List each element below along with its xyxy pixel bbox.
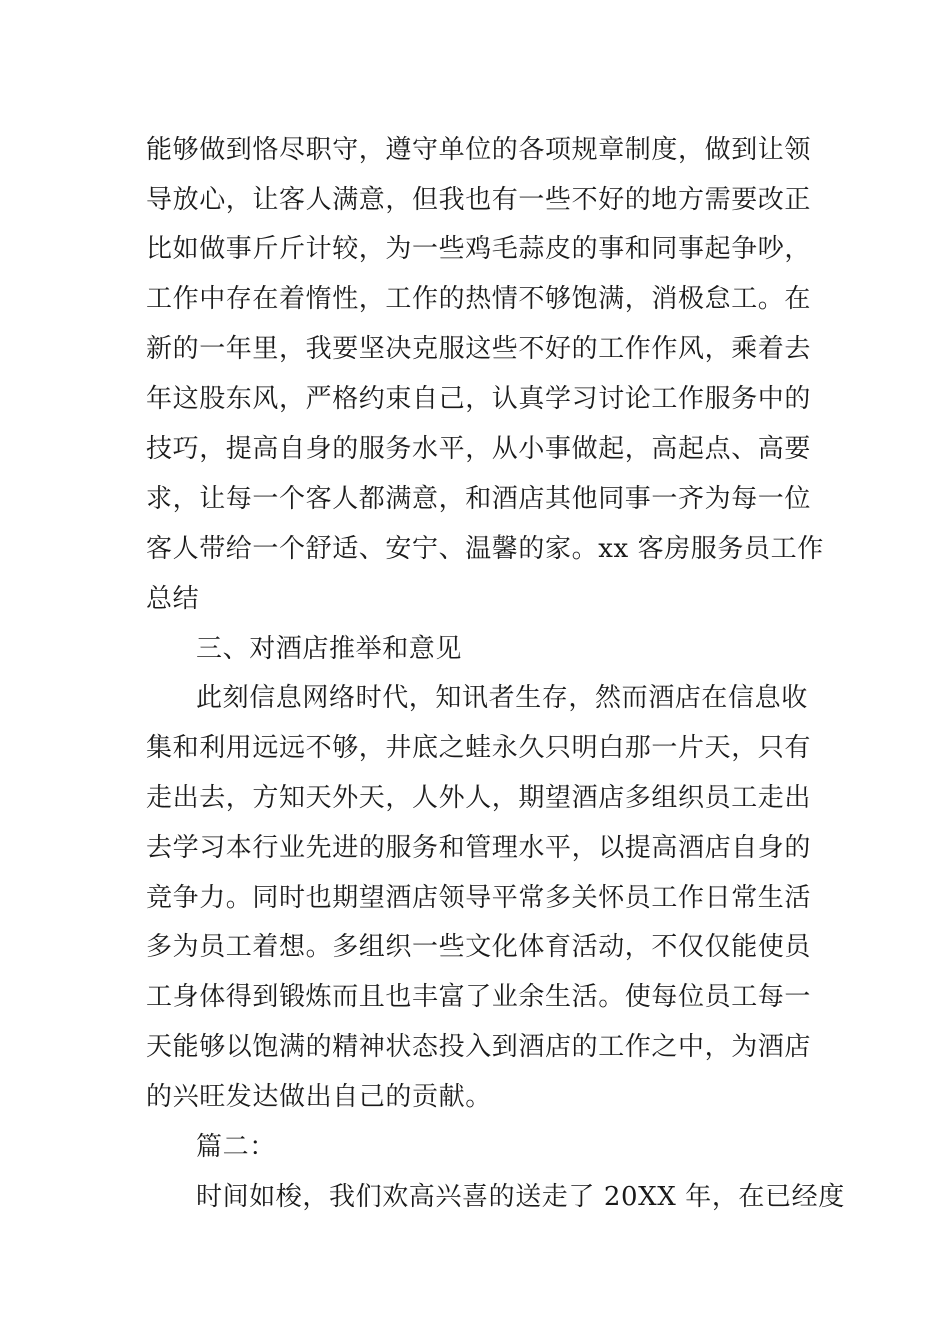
body-text-line: 工身体得到锻炼而且也丰富了业余生活。使每位员工每一	[146, 982, 812, 1012]
body-text-line: 天能够以饱满的精神状态投入到酒店的工作之中，为酒店	[146, 1032, 812, 1062]
body-text-line: 求，让每一个客人都满意，和酒店其他同事一齐为每一位	[146, 484, 812, 514]
body-text-line: 导放心，让客人满意，但我也有一些不好的地方需要改正	[146, 185, 812, 215]
body-text-line: 多为员工着想。多组织一些文化体育活动，不仅仅能使员	[146, 932, 812, 962]
body-text-line: 总结	[146, 584, 200, 614]
body-text-line: 能够做到恪尽职守，遵守单位的各项规章制度，做到让领	[146, 135, 812, 165]
section-heading: 三、对酒店推举和意见	[196, 634, 463, 664]
body-text-line: 新的一年里，我要坚决克服这些不好的工作作风，乘着去	[146, 334, 812, 364]
body-text-line: 工作中存在着惰性，工作的热情不够饱满，消极怠工。在	[146, 284, 812, 314]
body-text-line: 竞争力。同时也期望酒店领导平常多关怀员工作日常生活	[146, 883, 812, 913]
body-text-line: 年这股东风，严格约束自己，认真学习讨论工作服务中的	[146, 384, 812, 414]
section-heading: 篇二：	[196, 1132, 276, 1162]
body-text-line: 集和利用远远不够，井底之蛙永久只明白那一片天，只有	[146, 733, 812, 763]
body-text-line: 比如做事斤斤计较，为一些鸡毛蒜皮的事和同事起争吵，	[146, 234, 812, 264]
body-text-line: 走出去，方知天外天，人外人，期望酒店多组织员工走出	[146, 783, 812, 813]
body-text-line: 的兴旺发达做出自己的贡献。	[146, 1082, 492, 1112]
body-text-line: 去学习本行业先进的服务和管理水平，以提高酒店自身的	[146, 833, 812, 863]
body-text-line: 此刻信息网络时代，知讯者生存，然而酒店在信息收	[196, 683, 808, 713]
body-text-line: 客人带给一个舒适、安宁、温馨的家。xx 客房服务员工作	[146, 534, 824, 564]
body-text-line: 技巧，提高自身的服务水平，从小事做起，高起点、高要	[146, 434, 812, 464]
body-text-line: 时间如梭，我们欢高兴喜的送走了 20XX 年，在已经度	[196, 1182, 845, 1212]
